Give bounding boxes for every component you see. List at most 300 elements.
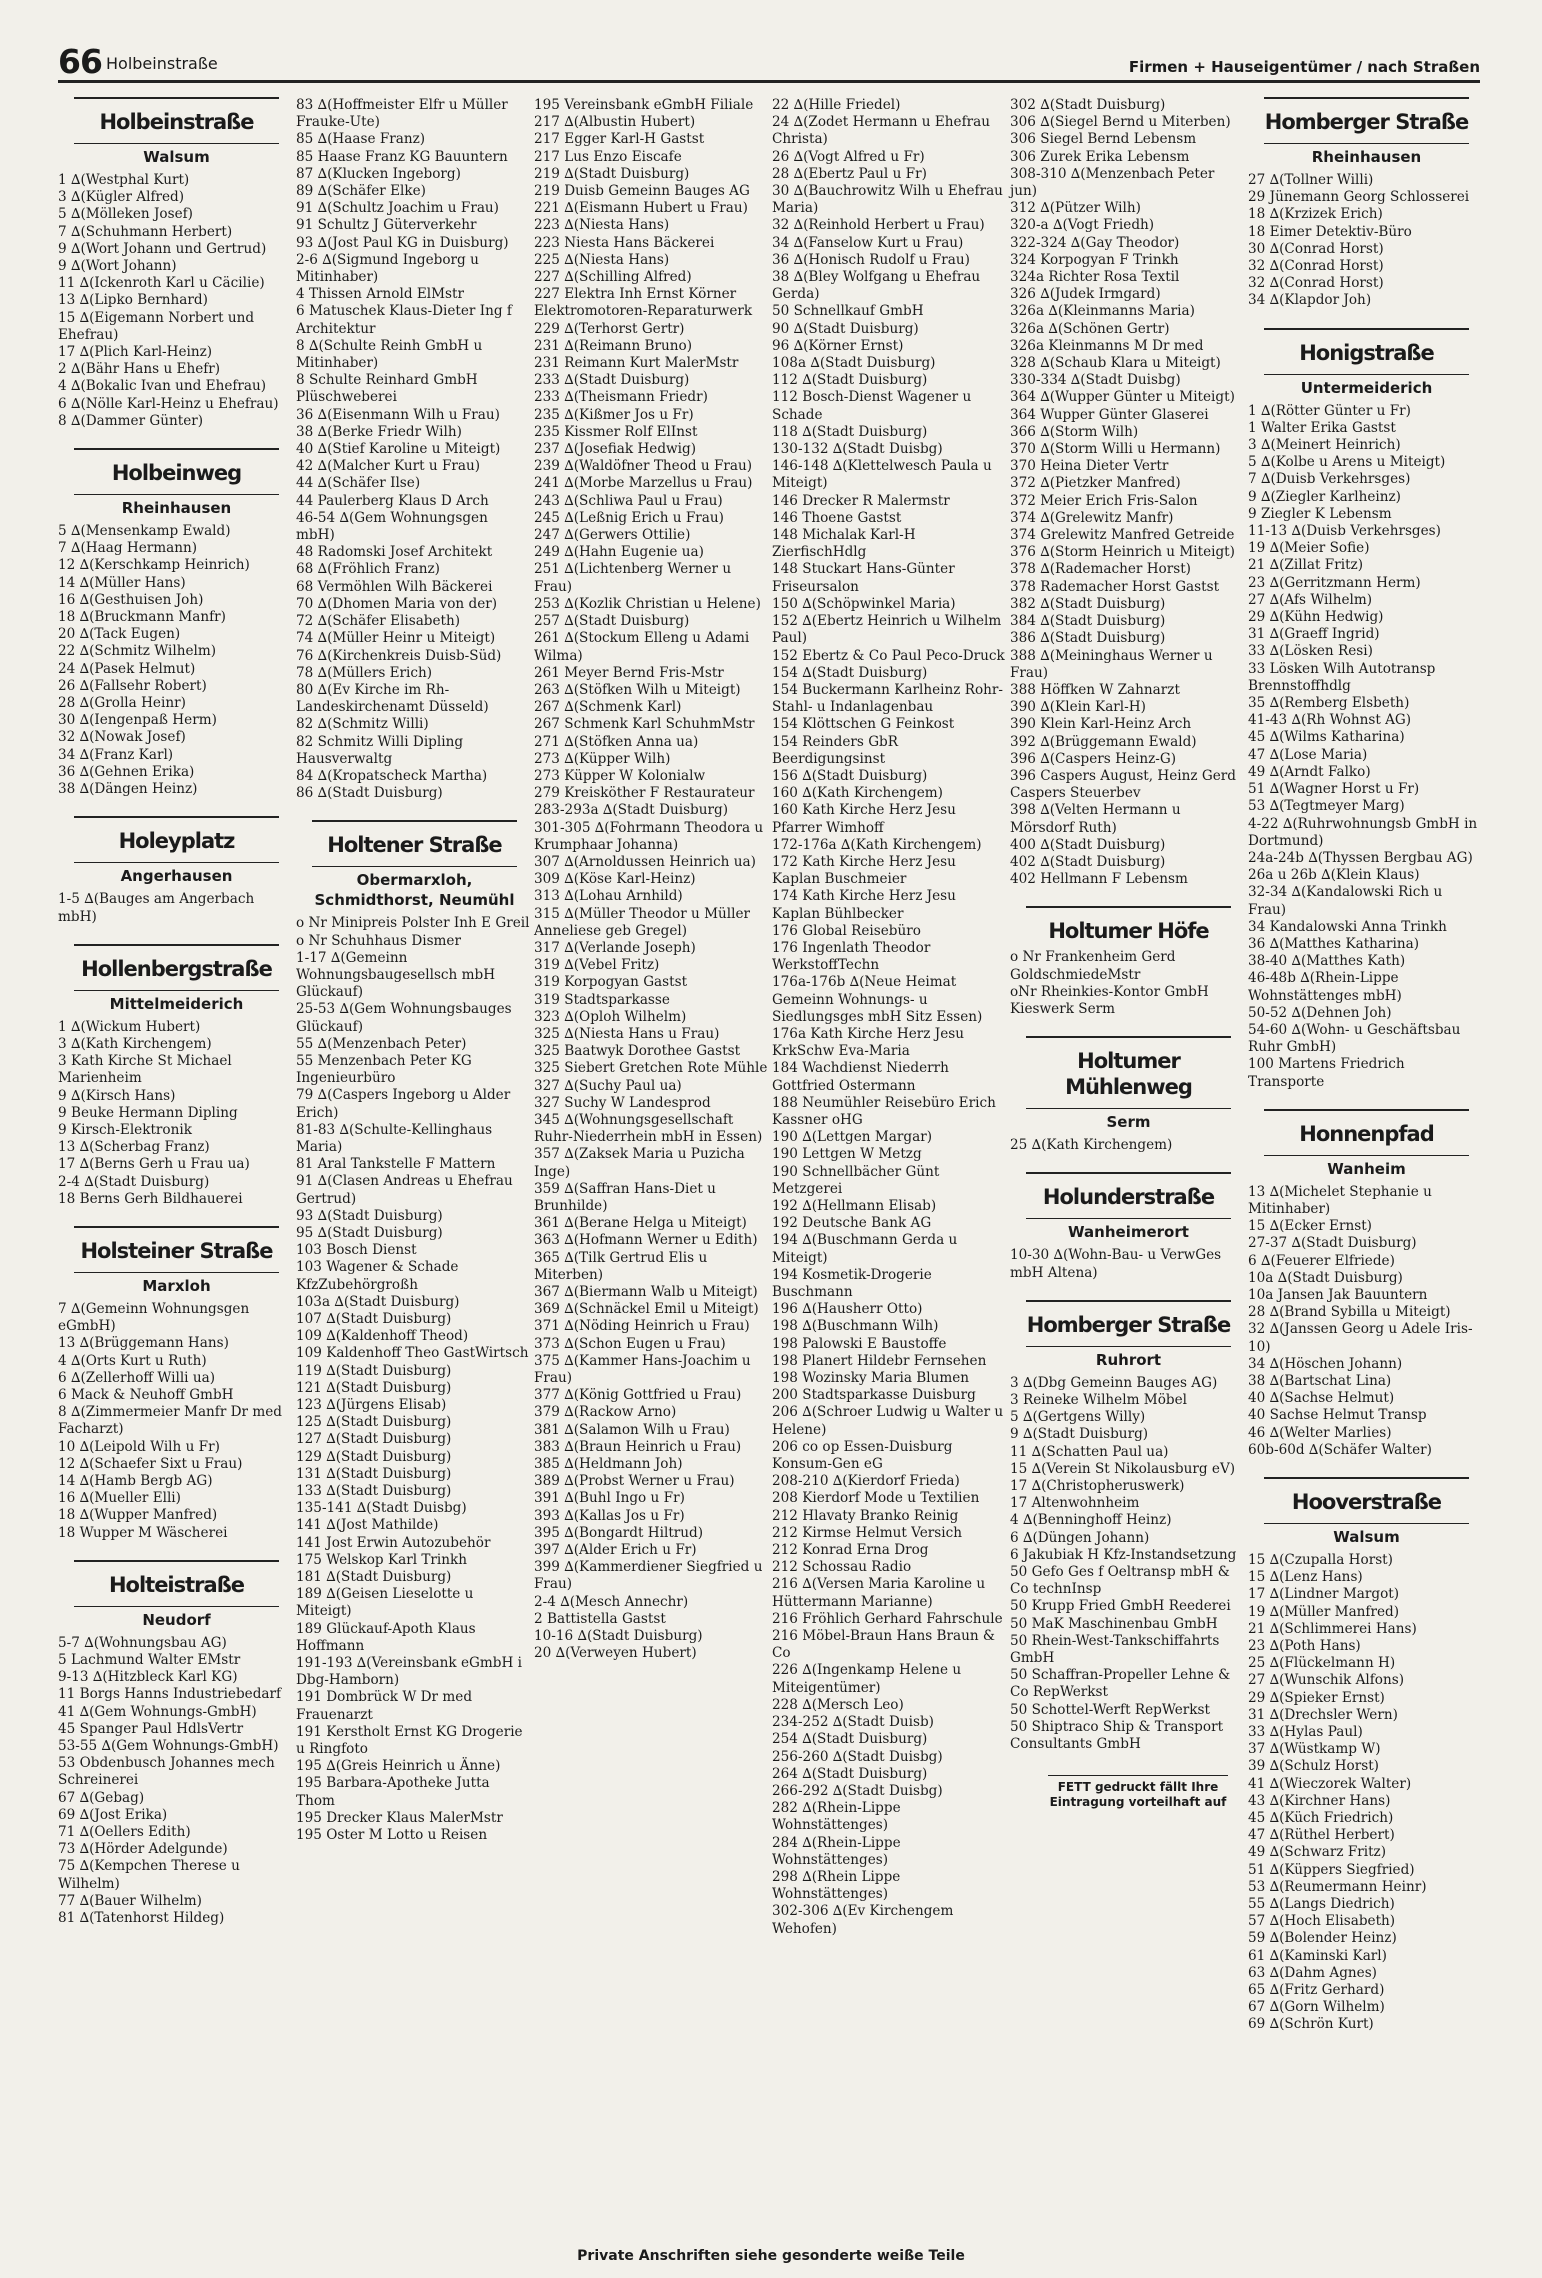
directory-entry: 46-54 ∆(Gem Wohnungsgen mbH)	[296, 509, 488, 544]
directory-entry: 127 ∆(Stadt Duisburg)	[296, 1431, 452, 1448]
directory-entry: 30 ∆(Bauchrowitz Wilh u Ehefrau Maria)	[772, 183, 1003, 217]
directory-entry: 3 Kath Kirche St Michael Marienheim	[58, 1053, 232, 1087]
directory-entry: 323 ∆(Oploh Wilhelm)	[534, 1008, 687, 1025]
directory-entry: 43 ∆(Kirchner Hans)	[1248, 1792, 1391, 1809]
directory-entry: 11-13 ∆(Duisb Verkehrsges)	[1248, 523, 1441, 540]
directory-entry: 69 ∆(Schrön Kurt)	[1248, 2016, 1374, 2033]
directory-entry: 306 Zurek Erika Lebensm	[1010, 148, 1190, 165]
directory-entry: 53 ∆(Tegtmeyer Marg)	[1248, 798, 1405, 815]
directory-entry: 53 Obdenbusch Johannes mech Schreinerei	[58, 1755, 275, 1789]
directory-entry: 223 Niesta Hans Bäckerei	[534, 234, 715, 251]
directory-entry: 13 ∆(Scherbag Franz)	[58, 1139, 210, 1156]
directory-entry: 10a Jansen Jak Bauuntern	[1248, 1286, 1428, 1303]
street-section	[296, 820, 530, 1844]
directory-entry: 41-43 ∆(Rh Wohnst AG)	[1248, 712, 1412, 729]
directory-entry: 67 ∆(Gebag)	[58, 1789, 145, 1806]
directory-entry: 18 ∆(Wupper Manfred)	[58, 1507, 218, 1524]
directory-entry: 93 ∆(Jost Paul KG in Duisburg)	[296, 234, 509, 251]
directory-entry: 195 Drecker Klaus MalerMstr	[296, 1809, 503, 1826]
directory-entry: 54-60 ∆(Wohn- u Geschäftsbau Ruhr GmbH)	[1248, 1021, 1461, 1056]
directory-entry: 9 Ziegler K Lebensm	[1248, 505, 1392, 522]
directory-entry: 34 ∆(Klapdor Joh)	[1248, 292, 1372, 309]
directory-entry: 63 ∆(Dahm Agnes)	[1248, 1964, 1377, 1981]
directory-entry: 7 ∆(Duisb Verkehrsges)	[1248, 471, 1411, 488]
directory-entry: 2-6 ∆(Sigmund Ingeborg u Mitinhaber)	[296, 251, 479, 286]
directory-entry: 28 ∆(Ebertz Paul u Fr)	[772, 165, 927, 182]
directory-entry: 141 Jost Erwin Autozubehör	[296, 1534, 491, 1551]
directory-entry: 33 ∆(Lösken Resi)	[1248, 643, 1373, 660]
directory-entry: 198 ∆(Buschmann Wilh)	[772, 1318, 939, 1335]
directory-entry: 302 ∆(Stadt Duisburg)	[1010, 97, 1166, 113]
street-section	[58, 1226, 292, 1542]
directory-entry: 15 ∆(Lenz Hans)	[1248, 1569, 1363, 1586]
directory-entry: 371 ∆(Nöding Heinrich u Frau)	[534, 1318, 750, 1335]
directory-entry: 15 ∆(Verein St Nikolausburg eV)	[1010, 1460, 1236, 1477]
column-3	[534, 97, 768, 2052]
directory-entry: 59 ∆(Bolender Heinz)	[1248, 1930, 1397, 1947]
directory-entry: 302-306 ∆(Ev Kirchengem Wehofen)	[772, 1903, 954, 1937]
directory-entry: 17 ∆(Christopheruswerk)	[1010, 1477, 1185, 1494]
directory-entry: 130-132 ∆(Stadt Duisbg)	[772, 441, 943, 458]
district-name: Walsum	[1264, 1523, 1469, 1547]
directory-entry: 195 Vereinsbank eGmbH Filiale	[534, 97, 754, 113]
street-name: Honigstraße	[1299, 340, 1434, 365]
directory-entry: 38 ∆(Berke Friedr Wilh)	[296, 423, 462, 440]
directory-entry: 216 Fröhlich Gerhard Fahrschule	[772, 1610, 1003, 1627]
directory-entry: 17 ∆(Lindner Margot)	[1248, 1586, 1400, 1603]
street-section	[58, 944, 292, 1208]
directory-entry: 103a ∆(Stadt Duisburg)	[296, 1293, 460, 1310]
directory-entry: 129 ∆(Stadt Duisburg)	[296, 1448, 452, 1465]
directory-entry: 6 ∆(Feuerer Elfriede)	[1248, 1252, 1395, 1269]
directory-entry: 29 Jünemann Georg Schlosserei	[1248, 189, 1470, 206]
directory-entry: 22 ∆(Hille Friedel)	[772, 97, 901, 113]
directory-entry: 47 ∆(Lose Maria)	[1248, 746, 1368, 763]
directory-entry: 5 ∆(Mölleken Josef)	[58, 206, 193, 223]
street-section	[1010, 906, 1244, 1018]
directory-entry: 154 ∆(Stadt Duisburg)	[772, 664, 928, 681]
directory-entry: 313 ∆(Lohau Arnhild)	[534, 888, 683, 905]
directory-entry: 172-176a ∆(Kath Kirchengem)	[772, 836, 982, 853]
directory-entry: 325 Baatwyk Dorothee Gastst	[534, 1043, 741, 1060]
directory-entry: 216 Möbel-Braun Hans Braun & Co	[772, 1628, 996, 1662]
directory-entry: 36 ∆(Matthes Katharina)	[1248, 935, 1420, 952]
directory-entry: 135-141 ∆(Stadt Duisbg)	[296, 1500, 467, 1517]
header-street: Holbeinstraße	[106, 54, 218, 73]
directory-entry: 70 ∆(Dhomen Maria von der)	[296, 595, 498, 612]
directory-entry: 5-7 ∆(Wohnungsbau AG)	[58, 1634, 227, 1651]
directory-entry: 198 Wozinsky Maria Blumen	[772, 1370, 970, 1387]
street-name: Holteistraße	[108, 1572, 245, 1597]
directory-entry: 228 ∆(Mersch Leo)	[772, 1696, 904, 1713]
column-4	[772, 97, 1006, 2052]
directory-entry: 190 Schnellbächer Günt Metzgerei	[772, 1163, 940, 1197]
directory-entry: 45 ∆(Küch Friedrich)	[1248, 1810, 1394, 1827]
directory-entry: 93 ∆(Stadt Duisburg)	[296, 1207, 443, 1224]
directory-entry: 8 ∆(Zimmermeier Manfr Dr med Facharzt)	[58, 1404, 283, 1438]
directory-entry: 1 Walter Erika Gastst	[1248, 419, 1396, 436]
directory-entry: 34 ∆(Höschen Johann)	[1248, 1355, 1403, 1372]
directory-entry: 235 ∆(Kißmer Jos u Fr)	[534, 406, 694, 423]
directory-entry: 55 Menzenbach Peter KG Ingenieurbüro	[296, 1052, 472, 1087]
directory-entry: 71 ∆(Oellers Edith)	[58, 1824, 191, 1841]
directory-entry: 96 ∆(Körner Ernst)	[772, 337, 904, 354]
directory-entry: 279 Kreisköther F Restaurateur	[534, 785, 755, 802]
directory-entry: 19 ∆(Meier Sofie)	[1248, 540, 1370, 557]
directory-entry: 243 ∆(Schliwa Paul u Frau)	[534, 492, 723, 509]
directory-entry: 95 ∆(Stadt Duisburg)	[296, 1224, 443, 1241]
directory-entry: 307 ∆(Arnoldussen Heinrich ua)	[534, 853, 756, 870]
directory-entry: 3 ∆(Kath Kirchengem)	[58, 1035, 212, 1052]
directory-entry: 309 ∆(Köse Karl-Heinz)	[534, 871, 696, 888]
directory-entry: 212 Hlavaty Branko Reinig	[772, 1507, 959, 1524]
directory-entry: 198 Palowski E Baustoffe	[772, 1335, 947, 1352]
directory-entry: 324 Korpogyan F Trinkh	[1010, 251, 1179, 268]
directory-entry: 196 ∆(Hausherr Otto)	[772, 1301, 923, 1318]
street-name: Holbeinstraße	[99, 110, 254, 134]
directory-entry: 20 ∆(Verweyen Hubert)	[534, 1645, 697, 1662]
directory-entry: 306 Siegel Bernd Lebensm	[1010, 131, 1197, 148]
directory-entry: 372 ∆(Pietzker Manfred)	[1010, 475, 1181, 492]
directory-entry: 32 ∆(Nowak Josef)	[58, 729, 186, 746]
directory-entry: 191-193 ∆(Vereinsbank eGmbH i Dbg-Hamborn)	[296, 1655, 522, 1689]
directory-entry: 4 ∆(Benninghoff Heinz)	[1010, 1512, 1172, 1529]
directory-entry: 25-53 ∆(Gem Wohnungsbauges Glückauf)	[296, 1001, 512, 1035]
footer-note: Private Anschriften siehe gesonderte weiße Teile	[577, 2248, 965, 2264]
directory-entry: oNr Rheinkies-Kontor GmbH Kieswerk Serm	[1010, 983, 1209, 1017]
directory-entry: 39 ∆(Schulz Horst)	[1248, 1758, 1379, 1775]
street-heading-box	[74, 1560, 279, 1630]
directory-entry: 72 ∆(Schäfer Elisabeth)	[296, 613, 461, 630]
directory-entry: 30 ∆(Conrad Horst)	[1248, 240, 1384, 257]
directory-entry: 38 ∆(Dängen Heinz)	[58, 781, 198, 798]
directory-entry: 46 ∆(Welter Marlies)	[1248, 1424, 1392, 1441]
directory-entry: 30 ∆(Iengenpaß Herm)	[58, 712, 217, 729]
street-name: Hooverstraße	[1291, 1490, 1442, 1514]
directory-entry: 322-324 ∆(Gay Theodor)	[1010, 234, 1180, 251]
directory-entry: 319 Stadtsparkasse	[534, 991, 670, 1008]
directory-entry: 393 ∆(Kallas Jos u Fr)	[534, 1507, 685, 1524]
directory-entry: 50-52 ∆(Dehnen Joh)	[1248, 1004, 1392, 1021]
directory-entry: 176a-176b ∆(Neue Heimat Gemeinn Wohnungs- u Siedlungsges mbH Sitz Essen)	[772, 974, 983, 1025]
directory-entry: 29 ∆(Spieker Ernst)	[1248, 1689, 1385, 1706]
district-name: Angerhausen	[74, 862, 279, 886]
directory-entry: 315 ∆(Müller Theodor u Müller Anneliese geb Gregel)	[534, 905, 751, 939]
street-heading-box	[74, 97, 279, 167]
street-name: Holsteiner Straße	[80, 1238, 273, 1263]
directory-entry: 326a ∆(Kleinmanns Maria)	[1010, 303, 1195, 320]
directory-entry: 4 ∆(Orts Kurt u Ruth)	[58, 1352, 207, 1369]
directory-entry: 148 Michalak Karl-H ZierfischHdlg	[772, 527, 916, 561]
directory-entry: 370 ∆(Storm Willi u Hermann)	[1010, 441, 1221, 458]
directory-entry: 90 ∆(Stadt Duisburg)	[772, 320, 919, 337]
directory-entry: 264 ∆(Stadt Duisburg)	[772, 1765, 928, 1782]
directory-entry: 386 ∆(Stadt Duisburg)	[1010, 630, 1166, 647]
directory-entry: 370 Heina Dieter Vertr	[1010, 458, 1169, 475]
directory-entry: 68 Vermöhlen Wilh Bäckerei	[296, 578, 493, 595]
directory-entry: 359 ∆(Saffran Hans-Diet u Brunhilde)	[534, 1180, 716, 1214]
directory-entry: 40 Sachse Helmut Transp	[1248, 1407, 1427, 1424]
directory-entry: 212 Kirmse Helmut Versich	[772, 1524, 962, 1541]
directory-entry: 32 ∆(Janssen Georg u Adele Iris-10)	[1248, 1321, 1473, 1355]
directory-entry: 195 Oster M Lotto u Reisen	[296, 1827, 488, 1844]
directory-entry: 8 ∆(Dammer Günter)	[58, 412, 204, 429]
directory-entry: 82 ∆(Schmitz Willi)	[296, 716, 429, 733]
district-name: Wanheimerort	[1026, 1218, 1231, 1242]
directory-entry: 53-55 ∆(Gem Wohnungs-GmbH)	[58, 1738, 279, 1754]
street-name: Holtumer Höfe	[1048, 919, 1209, 944]
district-name: Walsum	[74, 143, 279, 167]
directory-entry: 231 Reimann Kurt MalerMstr	[534, 355, 739, 372]
directory-entry: 28 ∆(Brand Sybilla u Miteigt)	[1248, 1304, 1451, 1321]
directory-entry: 176a Kath Kirche Herz Jesu KrkSchw Eva-Maria	[772, 1025, 965, 1060]
directory-entry: 212 Konrad Erna Drog	[772, 1542, 929, 1559]
directory-entry: 150 ∆(Schöpwinkel Maria)	[772, 595, 956, 612]
directory-entry: 4-22 ∆(Ruhrwohnungsb GmbH in Dortmund)	[1248, 815, 1478, 849]
directory-entry: 212 Schossau Radio	[772, 1559, 912, 1576]
directory-entry: 301-305 ∆(Fohrmann Theodora u Krumphaar Johanna)	[534, 819, 764, 853]
directory-entry: 73 ∆(Hörder Adelgunde)	[58, 1841, 228, 1858]
directory-entry: 33 Lösken Wilh Autotransp Brennstoffhdlg	[1248, 660, 1436, 694]
directory-entry: 41 ∆(Gem Wohnungs-GmbH)	[58, 1703, 257, 1720]
directory-columns	[58, 97, 1482, 2052]
directory-entry: 5 ∆(Kolbe u Arens u Miteigt)	[1248, 454, 1446, 471]
directory-entry: 55 ∆(Langs Diedrich)	[1248, 1896, 1395, 1913]
directory-entry: 191 Dombrück W Dr med Frauenarzt	[296, 1689, 473, 1723]
directory-entry: 152 ∆(Ebertz Heinrich u Wilhelm Paul)	[772, 613, 1002, 647]
street-section	[534, 97, 768, 1662]
directory-entry: 61 ∆(Kaminski Karl)	[1248, 1947, 1387, 1964]
street-name: Homberger Straße	[1264, 110, 1469, 134]
directory-entry: 32-34 ∆(Kandalowski Rich u Frau)	[1248, 884, 1443, 918]
directory-entry: 7 ∆(Haag Hermann)	[58, 540, 198, 557]
directory-entry: 317 ∆(Verlande Joseph)	[534, 939, 696, 956]
directory-entry: 78 ∆(Müllers Erich)	[296, 664, 433, 681]
directory-entry: 9 ∆(Stadt Duisburg)	[1010, 1426, 1149, 1443]
bold-print-note: FETT gedruckt fällt Ihre Eintragung vorteilhaft auf	[1048, 1775, 1228, 1810]
directory-entry: 330-334 ∆(Stadt Duisbg)	[1010, 372, 1181, 389]
directory-entry: 357 ∆(Zaksek Maria u Puzicha Inge)	[534, 1146, 745, 1180]
directory-entry: 390 ∆(Klein Karl-H)	[1010, 699, 1146, 716]
street-heading-box	[1026, 906, 1231, 944]
street-heading-box	[1264, 1109, 1469, 1179]
directory-entry: 69 ∆(Jost Erika)	[58, 1806, 168, 1823]
directory-entry: 273 Küpper W Kolonialw	[534, 767, 706, 784]
directory-entry: 125 ∆(Stadt Duisburg)	[296, 1414, 452, 1431]
directory-entry: 267 ∆(Schmenk Karl)	[534, 699, 682, 716]
directory-entry: 396 Caspers August, Heinz Gerd Caspers Steuerbev	[1010, 767, 1236, 802]
directory-entry: 267 Schmenk Karl SchuhmMstr	[534, 716, 755, 733]
street-heading-box	[1026, 1172, 1231, 1242]
directory-entry: 18 Eimer Detektiv-Büro	[1248, 223, 1412, 240]
directory-entry: 13 ∆(Michelet Stephanie u Mitinhaber)	[1248, 1183, 1432, 1217]
directory-entry: 4 ∆(Bokalic Ivan und Ehefrau)	[58, 378, 267, 395]
directory-entry: o Nr Schuhhaus Dismer	[296, 932, 461, 949]
directory-entry: 81-83 ∆(Schulte-Kellinghaus Maria)	[296, 1121, 493, 1155]
directory-entry: 366 ∆(Storm Wilh)	[1010, 423, 1139, 440]
directory-entry: 2-4 ∆(Mesch Annechr)	[534, 1593, 689, 1610]
street-name: Holtumer Mühlenweg	[1065, 1049, 1192, 1100]
street-heading-box	[1026, 1300, 1231, 1370]
directory-entry: 192 ∆(Hellmann Elisab)	[772, 1198, 937, 1214]
directory-entry: 190 ∆(Lettgen Margar)	[772, 1129, 933, 1146]
directory-entry: 226 ∆(Ingenkamp Helene u Miteigentümer)	[772, 1662, 962, 1696]
directory-entry: 11 Borgs Hanns Industriebedarf	[58, 1686, 282, 1703]
directory-entry: 38 ∆(Bartschat Lina)	[1248, 1372, 1392, 1389]
directory-entry: 34 ∆(Fanselow Kurt u Frau)	[772, 234, 964, 251]
directory-entry: 80 ∆(Ev Kirche im Rh-Landeskirchenamt Düsseld)	[296, 681, 489, 716]
street-name: Holbeinweg	[111, 461, 242, 486]
directory-entry: 367 ∆(Biermann Walb u Miteigt)	[534, 1284, 758, 1301]
directory-entry: 381 ∆(Salamon Wilh u Frau)	[534, 1421, 730, 1438]
directory-entry: 312 ∆(Pützer Wilh)	[1010, 200, 1141, 217]
directory-entry: 397 ∆(Alder Erich u Fr)	[534, 1542, 697, 1559]
directory-entry: 146 Thoene Gastst	[772, 509, 902, 526]
directory-entry: 123 ∆(Jürgens Elisab)	[296, 1397, 447, 1414]
directory-entry: 181 ∆(Stadt Duisburg)	[296, 1569, 452, 1586]
directory-entry: 208 Kierdorf Mode u Textilien	[772, 1490, 980, 1507]
directory-entry: 7 ∆(Gemeinn Wohnungsgen eGmbH)	[58, 1300, 250, 1335]
directory-entry: 328 ∆(Schaub Klara u Miteigt)	[1010, 355, 1221, 372]
street-name: Holtener Straße	[327, 833, 502, 858]
directory-entry: 108a ∆(Stadt Duisburg)	[772, 355, 936, 372]
directory-entry: 74 ∆(Müller Heinr u Miteigt)	[296, 630, 496, 647]
directory-entry: 375 ∆(Kammer Hans-Joachim u Frau)	[534, 1352, 751, 1387]
street-section	[1248, 97, 1482, 310]
directory-entry: 87 ∆(Klucken Ingeborg)	[296, 165, 461, 182]
directory-entry: 7 ∆(Schuhmann Herbert)	[58, 223, 233, 240]
street-name: Honnenpfad	[1299, 1121, 1434, 1146]
directory-entry: 225 ∆(Niesta Hans)	[534, 251, 670, 268]
directory-entry: 6 ∆(Zellerhoff Willi ua)	[58, 1369, 216, 1386]
directory-entry: 14 ∆(Müller Hans)	[58, 574, 186, 591]
directory-entry: 241 ∆(Morbe Marzellus u Frau)	[534, 475, 753, 492]
district-name: Wanheim	[1264, 1155, 1469, 1179]
directory-entry: 152 Ebertz & Co Paul Peco-Druck	[772, 647, 1005, 664]
directory-entry: 390 Klein Karl-Heinz Arch	[1010, 716, 1192, 733]
directory-entry: 402 ∆(Stadt Duisburg)	[1010, 853, 1166, 870]
directory-entry: 82 Schmitz Willi Dipling Hausverwaltg	[296, 733, 464, 767]
directory-entry: 65 ∆(Fritz Gerhard)	[1248, 1982, 1385, 1999]
directory-entry: 221 ∆(Eismann Hubert u Frau)	[534, 200, 748, 217]
directory-entry: 234-252 ∆(Stadt Duisb)	[772, 1714, 934, 1731]
street-heading-box	[74, 448, 279, 518]
directory-entry: 154 Reinders GbR Beerdigungsinst	[772, 733, 898, 767]
street-section	[1010, 1300, 1244, 1753]
street-section	[296, 97, 530, 802]
directory-entry: 175 Welskop Karl Trinkh	[296, 1551, 468, 1568]
directory-entry: 233 ∆(Stadt Duisburg)	[534, 372, 690, 389]
directory-entry: 1 ∆(Westphal Kurt)	[58, 172, 190, 188]
directory-entry: 50 MaK Maschinenbau GmbH	[1010, 1615, 1218, 1632]
directory-entry: 391 ∆(Buhl Ingo u Fr)	[534, 1490, 685, 1507]
directory-entry: 382 ∆(Stadt Duisburg)	[1010, 595, 1166, 612]
directory-entry: 21 ∆(Zillat Fritz)	[1248, 557, 1363, 574]
directory-entry: 25 ∆(Flückelmann H)	[1248, 1655, 1396, 1672]
directory-entry: 25 ∆(Kath Kirchengem)	[1010, 1137, 1173, 1154]
directory-entry: 223 ∆(Niesta Hans)	[534, 217, 670, 234]
directory-entry: 2 Battistella Gastst	[534, 1610, 666, 1627]
directory-entry: 5 Lachmund Walter EMstr	[58, 1651, 241, 1668]
directory-entry: 9 ∆(Ziegler Karlheinz)	[1248, 488, 1401, 505]
street-section	[1010, 1172, 1244, 1281]
directory-entry: 50 Schnellkauf GmbH	[772, 303, 924, 320]
directory-entry: 46-48b ∆(Rhein-Lippe Wohnstättenges mbH)	[1248, 970, 1402, 1004]
directory-entry: 109 ∆(Kaldenhoff Theod)	[296, 1328, 469, 1345]
directory-entry: 18 ∆(Bruckmann Manfr)	[58, 609, 226, 626]
directory-entry: 376 ∆(Storm Heinrich u Miteigt)	[1010, 544, 1235, 561]
directory-entry: 253 ∆(Kozlik Christian u Helene)	[534, 595, 761, 612]
street-heading-box	[1264, 328, 1469, 398]
directory-entry: 45 Spanger Paul HdlsVertr	[58, 1720, 244, 1737]
directory-entry: 365 ∆(Tilk Gertrud Elis u Miterben)	[534, 1249, 708, 1283]
directory-entry: 369 ∆(Schnäckel Emil u Miteigt)	[534, 1301, 759, 1318]
header-title: Firmen + Hauseigentümer / nach Straßen	[1128, 58, 1480, 76]
street-section	[58, 448, 292, 798]
directory-entry: 233 ∆(Theismann Friedr)	[534, 389, 708, 406]
directory-entry: 18 Berns Gerh Bildhauerei	[58, 1190, 243, 1207]
directory-entry: 55 ∆(Menzenbach Peter)	[296, 1035, 467, 1052]
directory-entry: 392 ∆(Brüggemann Ewald)	[1010, 733, 1197, 750]
street-heading-box	[74, 1226, 279, 1296]
directory-entry: 32 ∆(Conrad Horst)	[1248, 258, 1384, 275]
directory-entry: 284 ∆(Rhein-Lippe Wohnstättenges)	[772, 1834, 901, 1868]
directory-entry: 217 Lus Enzo Eiscafe	[534, 148, 682, 165]
district-name: Mittelmeiderich	[74, 990, 279, 1014]
directory-entry: 400 ∆(Stadt Duisburg)	[1010, 836, 1166, 853]
directory-entry: 195 ∆(Greis Heinrich u Änne)	[296, 1758, 501, 1775]
street-heading-box	[1026, 1036, 1231, 1132]
directory-entry: 217 ∆(Albustin Hubert)	[534, 114, 696, 131]
street-section	[1248, 328, 1482, 1091]
directory-entry: 11 ∆(Ickenroth Karl u Cäcilie)	[58, 275, 265, 292]
directory-entry: 33 ∆(Hylas Paul)	[1248, 1724, 1363, 1741]
directory-entry: 10 ∆(Leipold Wilh u Fr)	[58, 1438, 220, 1455]
directory-entry: 32 ∆(Conrad Horst)	[1248, 275, 1384, 292]
directory-entry: 227 Elektra Inh Ernst Körner Elektromotoren-Reparaturwerk	[534, 286, 753, 320]
directory-entry: 325 Siebert Gretchen Rote Mühle	[534, 1060, 768, 1077]
directory-entry: 245 ∆(Leßnig Erich u Frau)	[534, 509, 724, 526]
directory-entry: 9 ∆(Wort Johann und Gertrud)	[58, 240, 267, 257]
directory-entry: 327 Suchy W Landesprod	[534, 1094, 711, 1111]
directory-entry: 227 ∆(Schilling Alfred)	[534, 269, 692, 286]
directory-entry: 81 ∆(Tatenhorst Hildeg)	[58, 1910, 225, 1927]
directory-entry: 156 ∆(Stadt Duisburg)	[772, 767, 928, 784]
street-section	[1248, 1477, 1482, 2034]
directory-entry: 189 Glückauf-Apoth Klaus Hoffmann	[296, 1620, 476, 1654]
directory-entry: 326a Kleinmanns M Dr med	[1010, 337, 1204, 354]
directory-entry: 48 Radomski Josef Architekt	[296, 544, 493, 561]
directory-entry: 9 ∆(Wort Johann)	[58, 258, 177, 275]
directory-entry: 50 Gefo Ges f Oeltransp mbH & Co technInsp	[1010, 1564, 1230, 1598]
directory-entry: 373 ∆(Schon Eugen u Frau)	[534, 1335, 726, 1352]
directory-entry: 36 ∆(Gehnen Erika)	[58, 763, 195, 780]
directory-entry: 320-a ∆(Vogt Friedh)	[1010, 217, 1155, 234]
directory-entry: 325 ∆(Niesta Hans u Frau)	[534, 1025, 720, 1042]
directory-entry: 5 ∆(Gertgens Willy)	[1010, 1409, 1146, 1426]
directory-entry: 273 ∆(Küpper Wilh)	[534, 750, 671, 767]
district-name: Serm	[1026, 1108, 1231, 1132]
directory-entry: 282 ∆(Rhein-Lippe Wohnstättenges)	[772, 1800, 901, 1834]
directory-entry: 32 ∆(Reinhold Herbert u Frau)	[772, 217, 985, 234]
directory-entry: 388 Höffken W Zahnarzt	[1010, 681, 1180, 698]
directory-entry: 89 ∆(Schäfer Elke)	[296, 183, 426, 200]
street-heading-box	[74, 944, 279, 1014]
directory-entry: 1 ∆(Rötter Günter u Fr)	[1248, 402, 1411, 419]
directory-entry: 395 ∆(Bongardt Hiltrud)	[534, 1524, 704, 1541]
directory-entry: 146 Drecker R Malermstr	[772, 492, 950, 509]
directory-entry: 20 ∆(Tack Eugen)	[58, 626, 181, 643]
